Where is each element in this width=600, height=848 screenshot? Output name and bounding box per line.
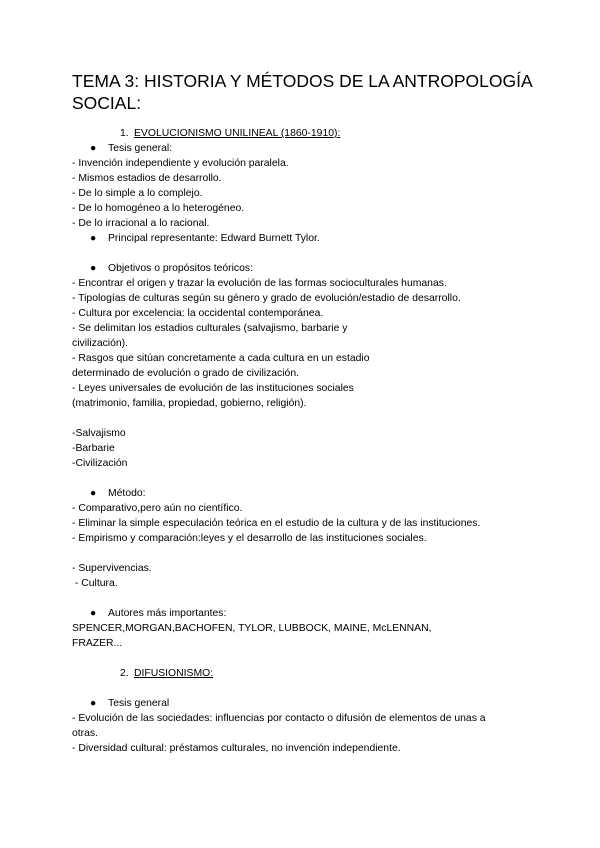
section-heading-difusionismo xyxy=(120,666,542,681)
spacer xyxy=(72,246,542,261)
bullet-label: Principal representante: Edward Burnett Tylor. xyxy=(108,233,320,244)
spacer xyxy=(72,411,542,426)
list-item: - Encontrar el origen y trazar la evolución de las formas socioculturales humanas. xyxy=(72,278,447,289)
section-title: DIFUSIONISMO: xyxy=(134,668,214,679)
list-item: - Mismos estadios de desarrollo. xyxy=(72,173,222,184)
bullet-label: Tesis general: xyxy=(108,143,173,154)
list-item: - Evolución de las sociedades: influencias por contacto o difusión de elementos de unas a xyxy=(72,713,486,724)
list-item: - Diversidad cultural: préstamos culturales, no invención independiente. xyxy=(72,743,401,754)
bullet-icon: ● xyxy=(90,233,97,244)
bullet-label: Autores más importantes: xyxy=(108,608,227,619)
bullet-label: Objetivos o propósitos teóricos: xyxy=(108,263,253,274)
bullet-icon: ● xyxy=(90,143,97,154)
list-item: - Eliminar la simple especulación teórica en el estudio de la cultura y de las instituciones. xyxy=(72,518,481,529)
list-item: SPENCER,MORGAN,BACHOFEN, TYLOR, LUBBOCK, MAINE, McLENNAN, xyxy=(72,623,432,634)
document-body xyxy=(72,126,542,756)
list-item: - Cultura por excelencia: la occidental contemporánea. xyxy=(72,308,324,319)
bullet-autores xyxy=(90,606,542,621)
list-item: determinado de evolución o grado de civilización. xyxy=(72,368,300,379)
bullet-icon: ● xyxy=(90,488,97,499)
bullet-tesis-general xyxy=(90,141,542,156)
list-item: - De lo irracional a lo racional. xyxy=(72,218,210,229)
section-number: 1. xyxy=(120,128,129,139)
spacer xyxy=(72,651,542,666)
list-item: - Tipologías de culturas según su género y grado de evolución/estadio de desarrollo. xyxy=(72,293,461,304)
list-item: otras. xyxy=(72,728,98,739)
list-item: - Rasgos que sitúan concretamente a cada cultura en un estadio xyxy=(72,353,370,364)
list-item: - De lo homogéneo a lo heterogéneo. xyxy=(72,203,245,214)
spacer xyxy=(72,471,542,486)
list-item: FRAZER... xyxy=(72,638,123,649)
bullet-representante xyxy=(90,231,542,246)
list-item: -Salvajismo xyxy=(72,428,126,439)
list-item: - Empirismo y comparación:leyes y el desarrollo de las instituciones sociales. xyxy=(72,533,427,544)
list-item: - Invención independiente y evolución paralela. xyxy=(72,158,289,169)
bullet-icon: ● xyxy=(90,698,97,709)
bullet-label: Tesis general xyxy=(108,698,170,709)
spacer xyxy=(72,546,542,561)
list-item: - Supervivencias. xyxy=(72,563,152,574)
list-item: civilización). xyxy=(72,338,129,349)
list-item: -Barbarie xyxy=(72,443,115,454)
list-item: - De lo simple a lo complejo. xyxy=(72,188,203,199)
bullet-label: Método: xyxy=(108,488,146,499)
section-title: EVOLUCIONISMO UNILINEAL (1860-1910): xyxy=(134,128,341,139)
section-heading-evolucionismo xyxy=(120,126,542,141)
bullet-icon: ● xyxy=(90,263,97,274)
page-title: TEMA 3: HISTORIA Y MÉTODOS DE LA ANTROPOLOGÍA SOCIAL: xyxy=(72,71,532,113)
bullet-icon: ● xyxy=(90,608,97,619)
spacer xyxy=(72,591,542,606)
list-item: -Civilización xyxy=(72,458,128,469)
list-item: - Leyes universales de evolución de las instituciones sociales xyxy=(72,383,354,394)
bullet-metodo xyxy=(90,486,542,501)
list-item: (matrimonio, familia, propiedad, gobierno, religión). xyxy=(72,398,307,409)
list-item: - Se delimitan los estadios culturales (salvajismo, barbarie y xyxy=(72,323,348,334)
spacer xyxy=(72,681,542,696)
list-item: - Comparativo,pero aún no científico. xyxy=(72,503,243,514)
bullet-tesis-general-2 xyxy=(90,696,542,711)
list-item: - Cultura. xyxy=(72,578,118,589)
bullet-objetivos xyxy=(90,261,542,276)
section-number: 2. xyxy=(120,668,129,679)
